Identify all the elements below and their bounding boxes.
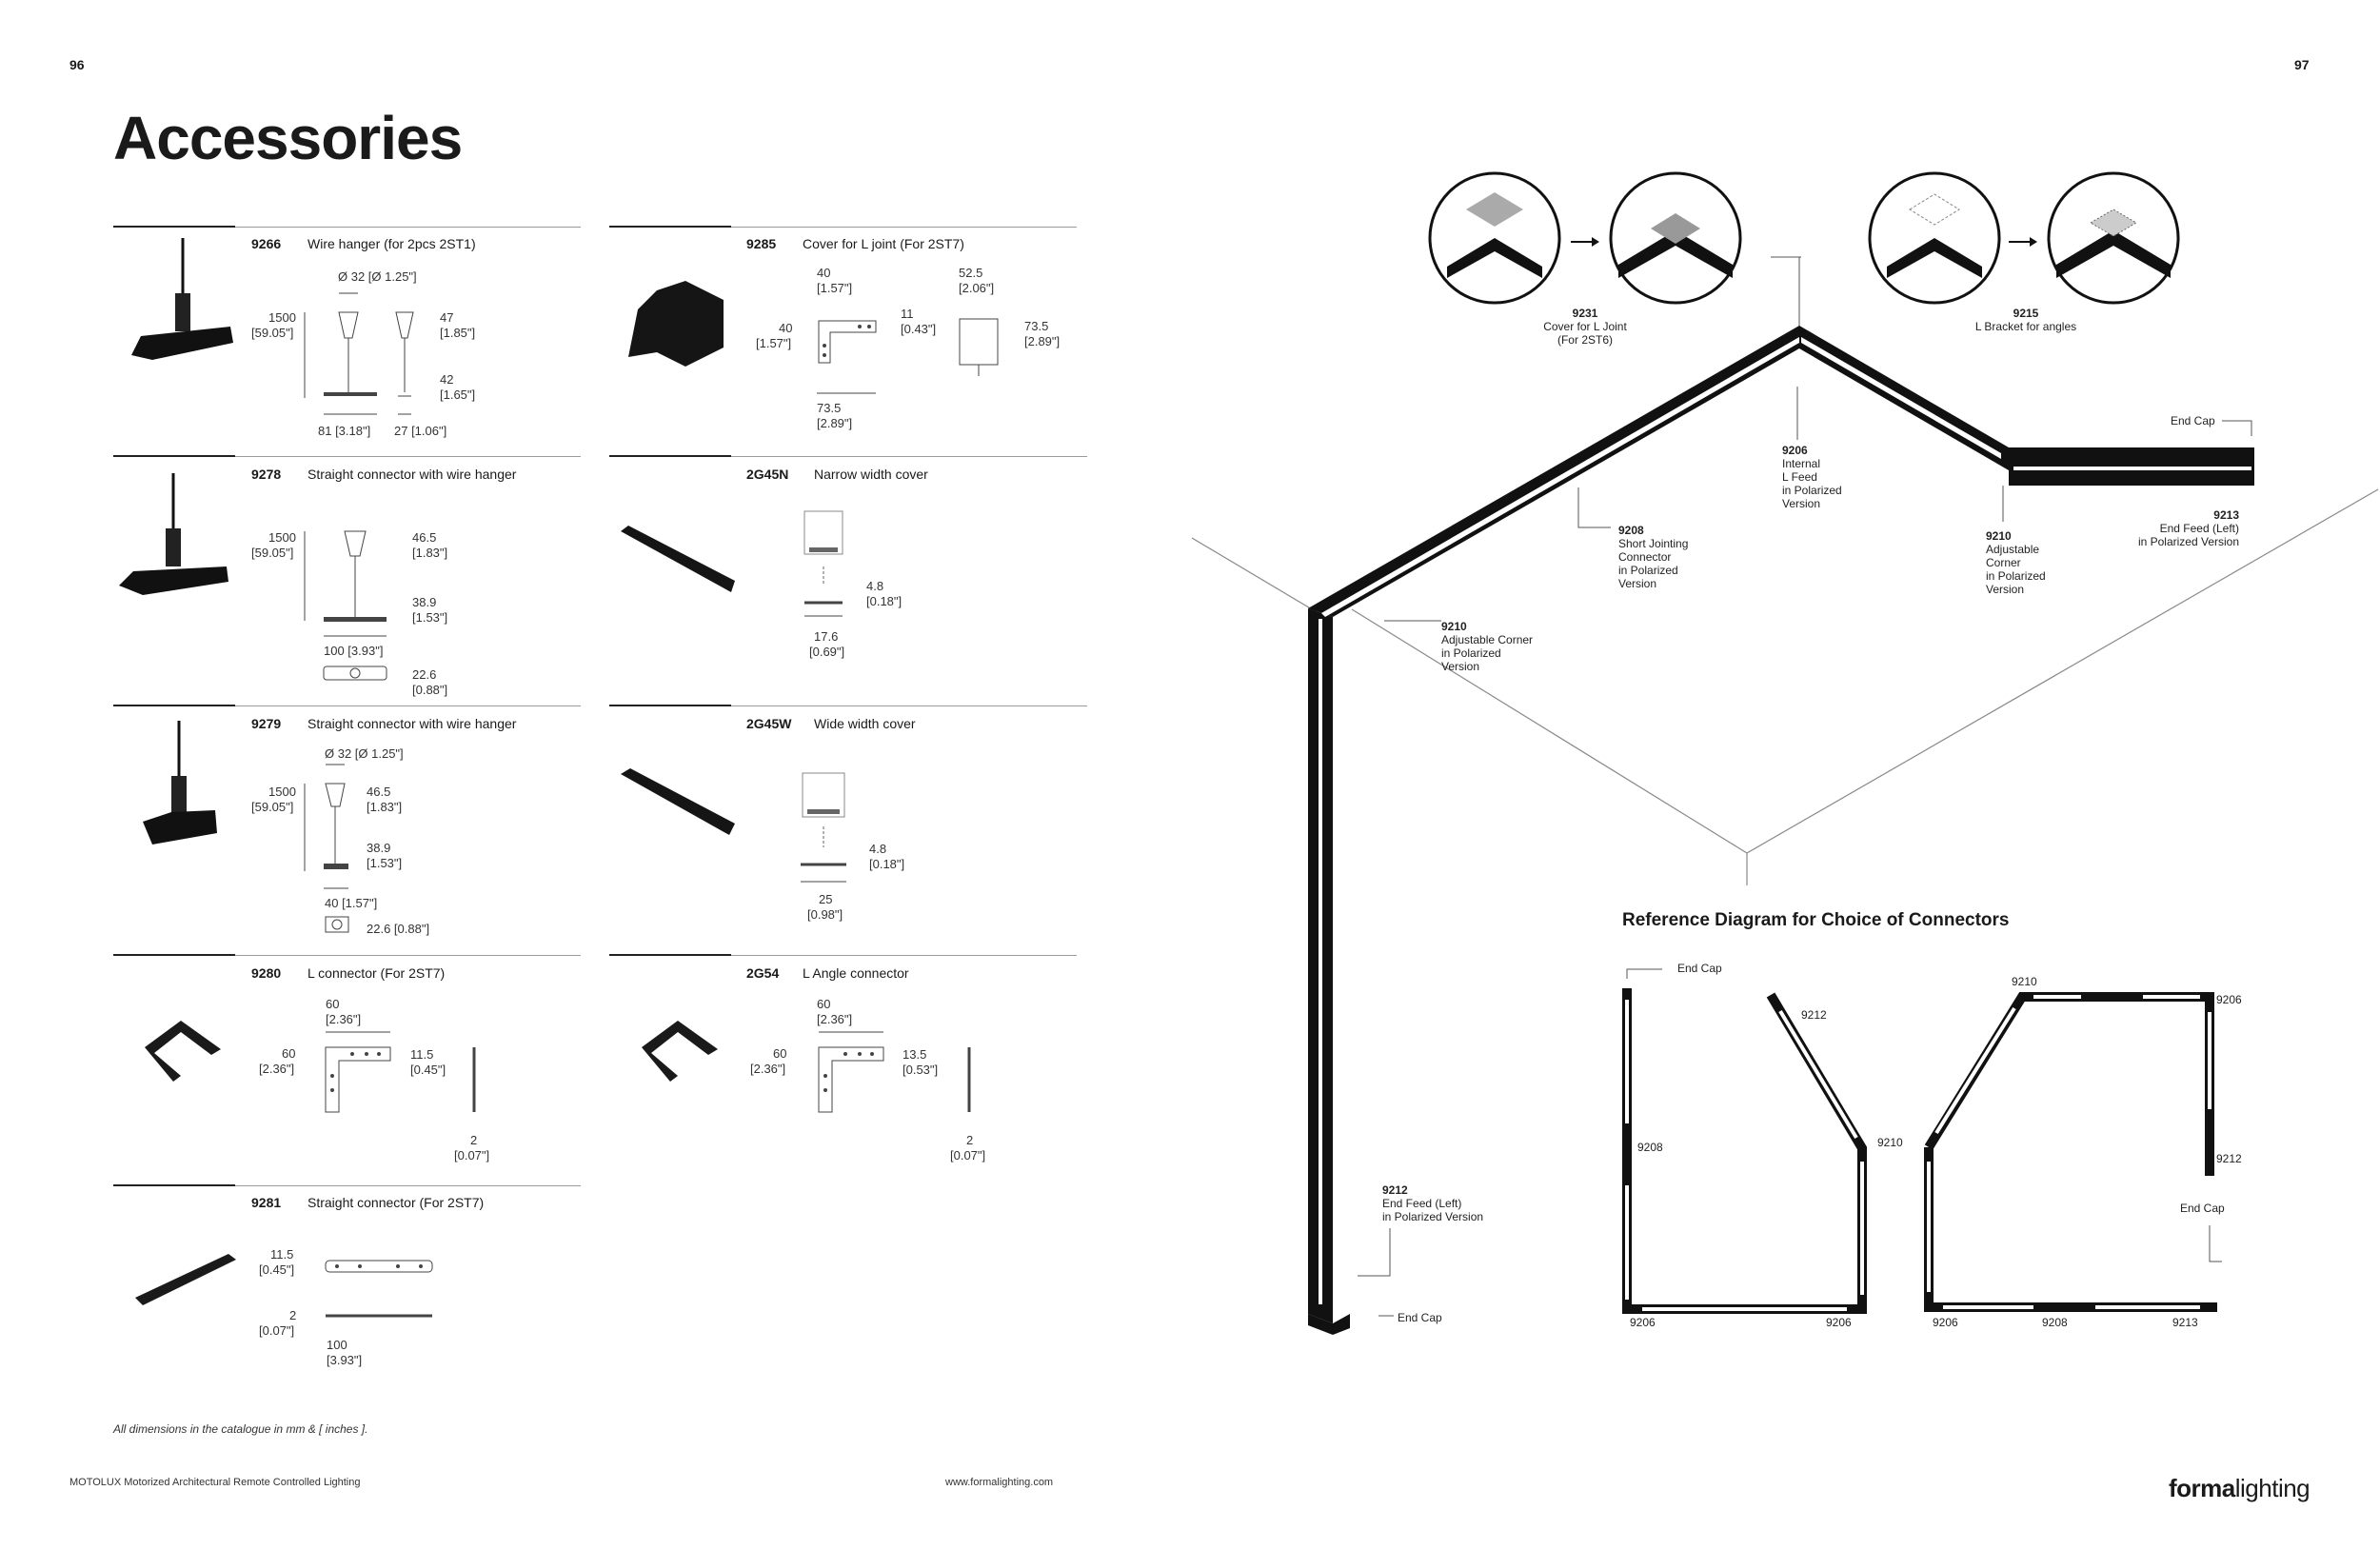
dim: [1.53"] <box>367 856 403 870</box>
ref-right-9212: 9212 <box>2216 1152 2242 1165</box>
ref-left-9206a: 9206 <box>1630 1316 1656 1329</box>
callout-end-cap-bottom: End Cap <box>1398 1311 1442 1324</box>
detail-circle-9215a <box>1868 171 2001 305</box>
dim: [0.18"] <box>866 594 902 608</box>
dim: 11 <box>901 307 914 321</box>
dim: Ø 32 [Ø 1.25"] <box>325 746 404 761</box>
product-title: Cover for L joint (For 2ST7) <box>803 236 964 251</box>
wire-hanger-drawing <box>305 286 457 438</box>
product-code: 9285 <box>746 236 777 251</box>
callout-9210-left: 9210 Adjustable Corner in Polarized Version <box>1441 620 1534 673</box>
dim: 40 [1.57"] <box>325 896 378 910</box>
footnote: All dimensions in the catalogue in mm & [ inches ]. <box>113 1422 368 1436</box>
dim: 22.6 <box>412 667 437 682</box>
product-title: Straight connector (For 2ST7) <box>307 1195 485 1210</box>
dim: 81 [3.18"] <box>318 424 371 438</box>
image-rule <box>609 954 731 956</box>
dim: 11.5 <box>270 1247 294 1262</box>
wide-cover-photo <box>619 766 743 843</box>
arrow-icon <box>2009 236 2037 248</box>
dim: 13.5 <box>902 1047 927 1062</box>
ref-right-9213: 9213 <box>2172 1316 2198 1329</box>
image-rule <box>113 705 235 706</box>
dim: 60 <box>817 997 831 1011</box>
page-heading: Accessories <box>113 104 463 172</box>
l-connector-photo <box>143 1019 228 1085</box>
callout-9208: 9208 Short Jointing Connector in Polarized Version <box>1618 524 1689 590</box>
image-rule <box>113 226 235 228</box>
product-code: 9281 <box>251 1195 282 1210</box>
callout-9215: 9215 L Bracket for angles <box>1974 307 2077 333</box>
product-title: Narrow width cover <box>814 467 928 482</box>
dim: 100 [3.93"] <box>324 644 384 658</box>
ref-right-9206b: 9206 <box>1933 1316 1958 1329</box>
ref-left-9212: 9212 <box>1801 1008 1827 1022</box>
reference-title: Reference Diagram for Choice of Connectors <box>1622 910 2010 930</box>
dim: 1500 <box>268 310 296 325</box>
dim: 25 <box>819 892 833 906</box>
detail-circle-9231a <box>1428 171 1561 305</box>
dim: [0.98"] <box>807 907 843 922</box>
dim: [1.85"] <box>440 326 476 340</box>
ref-right-9206: 9206 <box>2216 993 2242 1006</box>
dim: 52.5 <box>959 266 983 280</box>
dim: 4.8 <box>866 579 884 593</box>
product-title: Wire hanger (for 2pcs 2ST1) <box>307 236 476 251</box>
dim: 17.6 <box>814 629 839 644</box>
reference-diagram-right <box>1919 985 2224 1319</box>
ref-right-9208: 9208 <box>2042 1316 2068 1329</box>
dim: [0.07"] <box>454 1148 490 1162</box>
dim: [0.88"] <box>412 683 448 697</box>
detail-circle-9231b <box>1609 171 1742 305</box>
ref-right-9210: 9210 <box>2012 975 2037 988</box>
dim: 27 [1.06"] <box>394 424 447 438</box>
callout-end-cap-top: End Cap <box>2171 414 2215 427</box>
image-rule <box>609 226 731 228</box>
dim: [1.65"] <box>440 388 476 402</box>
image-rule <box>113 1184 235 1186</box>
product-title: Straight connector with wire hanger <box>307 716 517 731</box>
dim: 4.8 <box>869 842 887 856</box>
straight-connector-photo <box>133 1252 238 1309</box>
dim: [2.89"] <box>1024 334 1061 348</box>
dim: [0.43"] <box>901 322 937 336</box>
dim: [0.53"] <box>902 1063 939 1077</box>
dim: 2 <box>289 1308 297 1322</box>
dim: 40 <box>779 321 793 335</box>
image-rule <box>609 705 731 706</box>
callout-9231: 9231 Cover for L Joint (For 2ST6) <box>1543 307 1627 347</box>
dim: [0.45"] <box>259 1262 295 1277</box>
dim: [1.53"] <box>412 610 448 625</box>
dim: [59.05"] <box>251 546 294 560</box>
dim: [0.69"] <box>809 645 845 659</box>
dim: [2.89"] <box>817 416 853 430</box>
product-code: 9280 <box>251 965 282 981</box>
dim: 46.5 <box>367 785 391 799</box>
dim: 38.9 <box>412 595 437 609</box>
dim: [0.45"] <box>410 1063 446 1077</box>
dim: 60 <box>773 1046 787 1061</box>
dim: 38.9 <box>367 841 391 855</box>
product-title: Straight connector with wire hanger <box>307 467 517 482</box>
dim: 22.6 [0.88"] <box>367 922 430 936</box>
ref-left-endcap: End Cap <box>1677 962 1722 975</box>
product-title: L Angle connector <box>803 965 909 981</box>
narrow-cover-photo <box>619 524 743 600</box>
left-page-number: 96 <box>69 57 85 72</box>
dim: [3.93"] <box>327 1353 363 1367</box>
dim: 47 <box>440 310 454 325</box>
dim: [2.06"] <box>959 281 995 295</box>
ref-left-9206b: 9206 <box>1826 1316 1852 1329</box>
product-title: L connector (For 2ST7) <box>307 965 446 981</box>
brand-logo: formalighting <box>2169 1474 2311 1502</box>
product-code: 2G45W <box>746 716 792 731</box>
dim: 11.5 <box>410 1047 434 1062</box>
ref-left-9210: 9210 <box>1877 1136 1903 1149</box>
dim: [2.36"] <box>326 1012 362 1026</box>
l-angle-connector-photo <box>640 1019 725 1085</box>
l-joint-cover-drawing <box>817 300 1026 405</box>
connector-wire-hanger-drawing <box>305 514 419 686</box>
product-title: Wide width cover <box>814 716 916 731</box>
narrow-cover-drawing <box>800 509 876 624</box>
dim: 42 <box>440 372 454 387</box>
straight-connector-drawing <box>324 1257 447 1333</box>
ref-left-9208: 9208 <box>1637 1141 1663 1154</box>
dim: [2.36"] <box>259 1062 295 1076</box>
dim: 60 <box>282 1046 296 1061</box>
dim: [1.83"] <box>367 800 403 814</box>
product-code: 2G54 <box>746 965 780 981</box>
dim: [59.05"] <box>251 800 294 814</box>
image-rule <box>609 455 731 457</box>
l-connector-drawing <box>324 1028 495 1123</box>
dim: [59.05"] <box>251 326 294 340</box>
product-code: 9278 <box>251 467 282 482</box>
callout-9210-right: 9210 Adjustable Corner in Polarized Version <box>1986 529 2046 596</box>
dim: [0.07"] <box>259 1323 295 1338</box>
dim: [0.07"] <box>950 1148 986 1162</box>
dim: 1500 <box>268 785 296 799</box>
connector-wire-hanger-photo <box>133 719 228 852</box>
dim: 1500 <box>268 530 296 545</box>
dim: 2 <box>966 1133 974 1147</box>
wire-hanger-photo <box>124 236 238 369</box>
dim: 46.5 <box>412 530 437 545</box>
detail-circle-9215b <box>2047 171 2180 305</box>
dim: 40 <box>817 266 831 280</box>
dim: [0.18"] <box>869 857 905 871</box>
product-code: 9266 <box>251 236 282 251</box>
right-page-number: 97 <box>2294 57 2310 72</box>
callout-9212: 9212 End Feed (Left) in Polarized Version <box>1382 1183 1484 1223</box>
dim: [2.36"] <box>817 1012 853 1026</box>
dim: [1.57"] <box>756 336 792 350</box>
l-joint-cover-photo <box>619 281 733 376</box>
dim: [1.57"] <box>817 281 853 295</box>
callout-9206: 9206 Internal L Feed in Polarized Version <box>1782 444 1842 510</box>
product-code: 2G45N <box>746 467 789 482</box>
ref-right-endcap: End Cap <box>2180 1202 2225 1215</box>
dim: 100 <box>327 1338 347 1352</box>
image-rule <box>113 455 235 457</box>
product-code: 9279 <box>251 716 282 731</box>
footer-left: MOTOLUX Motorized Architectural Remote Controlled Lighting <box>69 1477 361 1488</box>
image-rule <box>113 954 235 956</box>
dim: 73.5 <box>817 401 842 415</box>
dim: [1.83"] <box>412 546 448 560</box>
connector-wire-hanger-photo <box>114 471 238 605</box>
callout-9213: 9213 End Feed (Left) in Polarized Version <box>2137 508 2239 548</box>
footer-center: www.formalighting.com <box>945 1477 1054 1488</box>
dim: 60 <box>326 997 340 1011</box>
arrow-icon <box>1571 236 1599 248</box>
wide-cover-drawing <box>798 771 874 895</box>
dim: 2 <box>470 1133 478 1147</box>
dim: [2.36"] <box>750 1062 786 1076</box>
dim: 73.5 <box>1024 319 1049 333</box>
dim: Ø 32 [Ø 1.25"] <box>338 269 417 284</box>
